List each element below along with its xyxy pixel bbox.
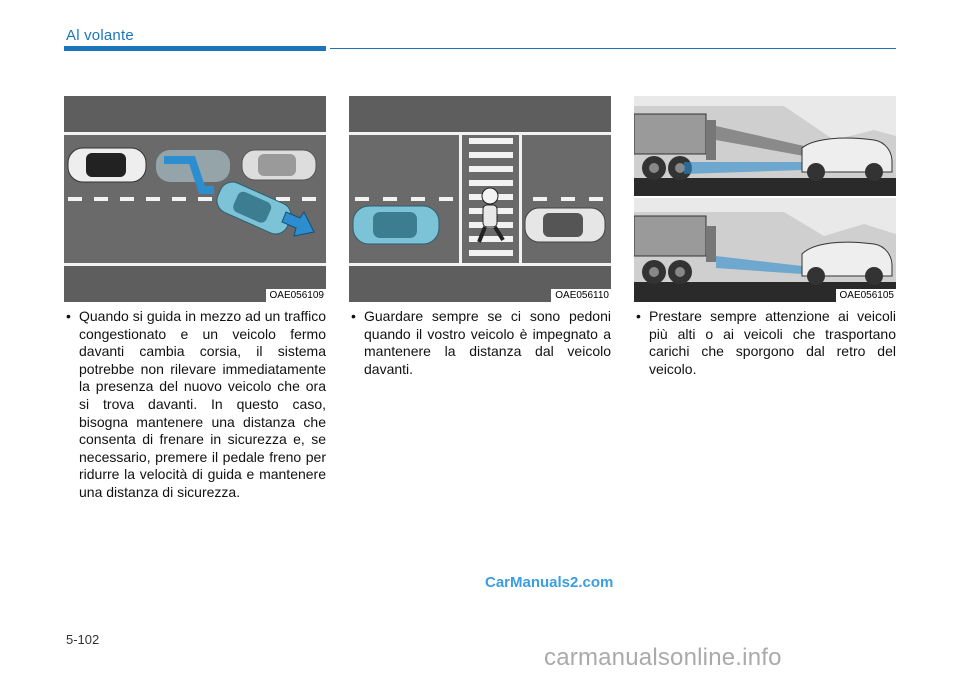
bullet-item (64, 308, 326, 502)
bullet-mark: • (351, 308, 356, 324)
bullet-mark: • (636, 308, 641, 324)
bullet-item (349, 308, 611, 378)
header-line (330, 48, 896, 49)
column-text-2 (349, 308, 611, 378)
bullet-text: Quando si guida in mezzo ad un traffico congestionato e un veicolo fermo davanti cambia corsia, il sistema potrebbe non rilevare immediatamente la presenza del nuovo veicolo che ora si trova davanti. In questo caso, bisogna mantenere una distanza che consenta di frenare in sicurezza e, se necessario, premere il pedale freno per ridurre la velocità di guida e mantenere una distanza di sicurezza. (79, 308, 326, 500)
traffic-illustration (64, 96, 326, 302)
truck-illustration (634, 96, 896, 302)
header-bar (64, 46, 326, 51)
bullet-item (634, 308, 896, 378)
figure-tall-vehicle (634, 96, 896, 302)
section-title: Al volante (66, 27, 134, 44)
figure-pedestrian-crossing (349, 96, 611, 302)
bullet-mark: • (66, 308, 71, 324)
figure-traffic-lane-change (64, 96, 326, 302)
pedestrian-illustration (349, 96, 611, 302)
figure-code: OAE056110 (551, 289, 611, 302)
figure-code: OAE056105 (836, 289, 897, 302)
watermark-link[interactable]: CarManuals2.com (485, 574, 614, 591)
column-text-1 (64, 308, 326, 502)
bullet-text: Prestare sempre attenzione ai veicoli più alti o ai veicoli che trasportano carichi che sporgono dal retro del veicolo. (649, 308, 896, 377)
page-number: 5-102 (66, 632, 100, 647)
column-text-3 (634, 308, 896, 378)
footer-watermark: carmanualsonline.info (544, 644, 782, 671)
figure-code: OAE056109 (266, 289, 327, 302)
bullet-text: Guardare sempre se ci sono pedoni quando il vostro veicolo è impegnato a mantenere la distanza dal veicolo davanti. (364, 308, 611, 377)
